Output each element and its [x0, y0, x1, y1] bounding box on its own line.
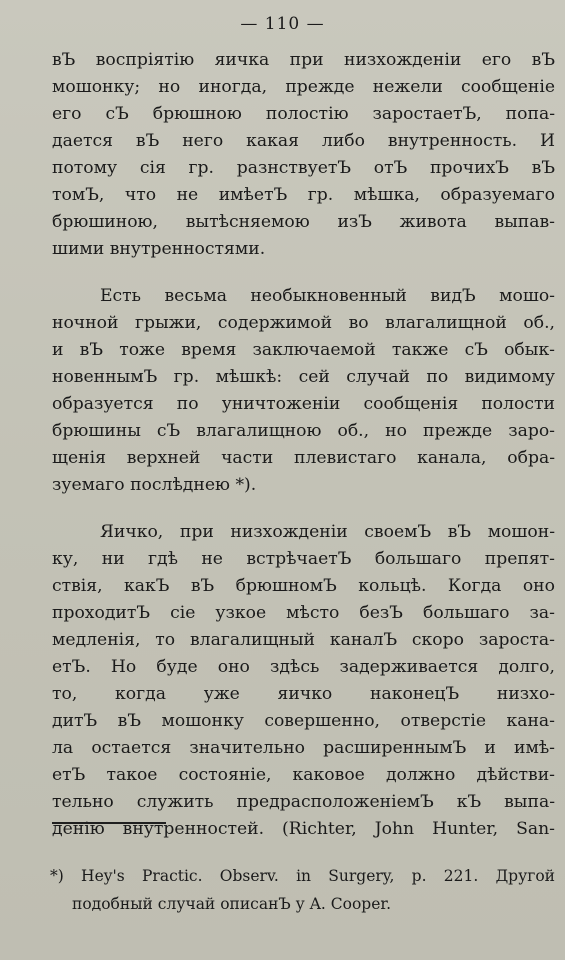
footnote-divider	[52, 822, 166, 824]
text-line: томЪ, что не имѣетЪ гр. мѣшка, образуемаго	[52, 185, 555, 205]
text-line: его сЪ брюшною полостію заростаетЪ, попа-	[52, 104, 555, 124]
body-text	[52, 47, 555, 843]
text-line: медленія, то влагалищный каналЪ скоро зароста-	[52, 630, 555, 650]
text-line: дается вЪ него какая либо внутренность. И	[52, 131, 555, 151]
paragraph-gap	[52, 499, 555, 519]
text-line: шими внутренностями.	[52, 239, 266, 259]
paragraph-1	[52, 47, 555, 263]
text-line: денію внутренностей. (Richter, John Hunter, San-	[52, 819, 555, 839]
footnote	[50, 862, 555, 918]
text-line: вЪ воспріятію яичка при низхожденіи его вЪ	[52, 50, 555, 70]
text-line: брюшиною, вытѣсняемою изЪ живота выпав-	[52, 212, 555, 232]
text-line: Яичко, при низхожденіи своемЪ вЪ мошон-	[100, 522, 555, 542]
text-line: Есть весьма необыкновенный видЪ мошо-	[100, 286, 555, 306]
text-line: мошонку; но иногда, прежде нежели сообщеніе	[52, 77, 555, 97]
text-line: потому сія гр. разнствуетЪ отЪ прочихЪ вЪ	[52, 158, 555, 178]
text-line: проходитЪ сіе узкое мѣсто безЪ большаго за-	[52, 603, 555, 623]
text-line: ла остается значительно расширеннымЪ и имѣ-	[52, 738, 555, 758]
text-line: ствія, какЪ вЪ брюшномЪ кольцѣ. Когда оно	[52, 576, 555, 596]
text-line: брюшины сЪ влагалищною об., но прежде заро-	[52, 421, 555, 441]
footnote-line: *) Hey's Practic. Observ. in Surgery, p. 221. Другой	[50, 867, 555, 885]
page-number: — 110 —	[240, 14, 325, 34]
text-line: етЪ. Но буде оно здѣсь задерживается долго,	[52, 657, 555, 677]
text-line: щенія верхней части плевистаго канала, обра-	[52, 448, 555, 468]
paragraph-3	[52, 519, 555, 843]
text-line: зуемаго послѣднею *).	[52, 475, 257, 495]
text-line: новеннымЪ гр. мѣшкѣ: сей случай по видимому	[52, 367, 555, 387]
text-line: то, когда уже яичко наконецЪ низхо-	[52, 684, 555, 704]
paragraph-2	[52, 283, 555, 499]
text-line: ночной грыжи, содержимой во влагалищной об.,	[52, 313, 555, 333]
text-line: дитЪ вЪ мошонку совершенно, отверстіе кана-	[52, 711, 555, 731]
footnote-line: подобный случай описанЪ у A. Cooper.	[72, 895, 392, 913]
paragraph-gap	[52, 263, 555, 283]
text-line: етЪ такое состояніе, каковое должно дѣйстви-	[52, 765, 555, 785]
text-line: тельно служить предрасположеніемЪ кЪ выпа-	[52, 792, 555, 812]
text-line: образуется по уничтоженіи сообщенія полости	[52, 394, 555, 414]
text-line: ку, ни гдѣ не встрѣчаетЪ большаго препят-	[52, 549, 555, 569]
text-line: и вЪ тоже время заключаемой также сЪ обык-	[52, 340, 555, 360]
